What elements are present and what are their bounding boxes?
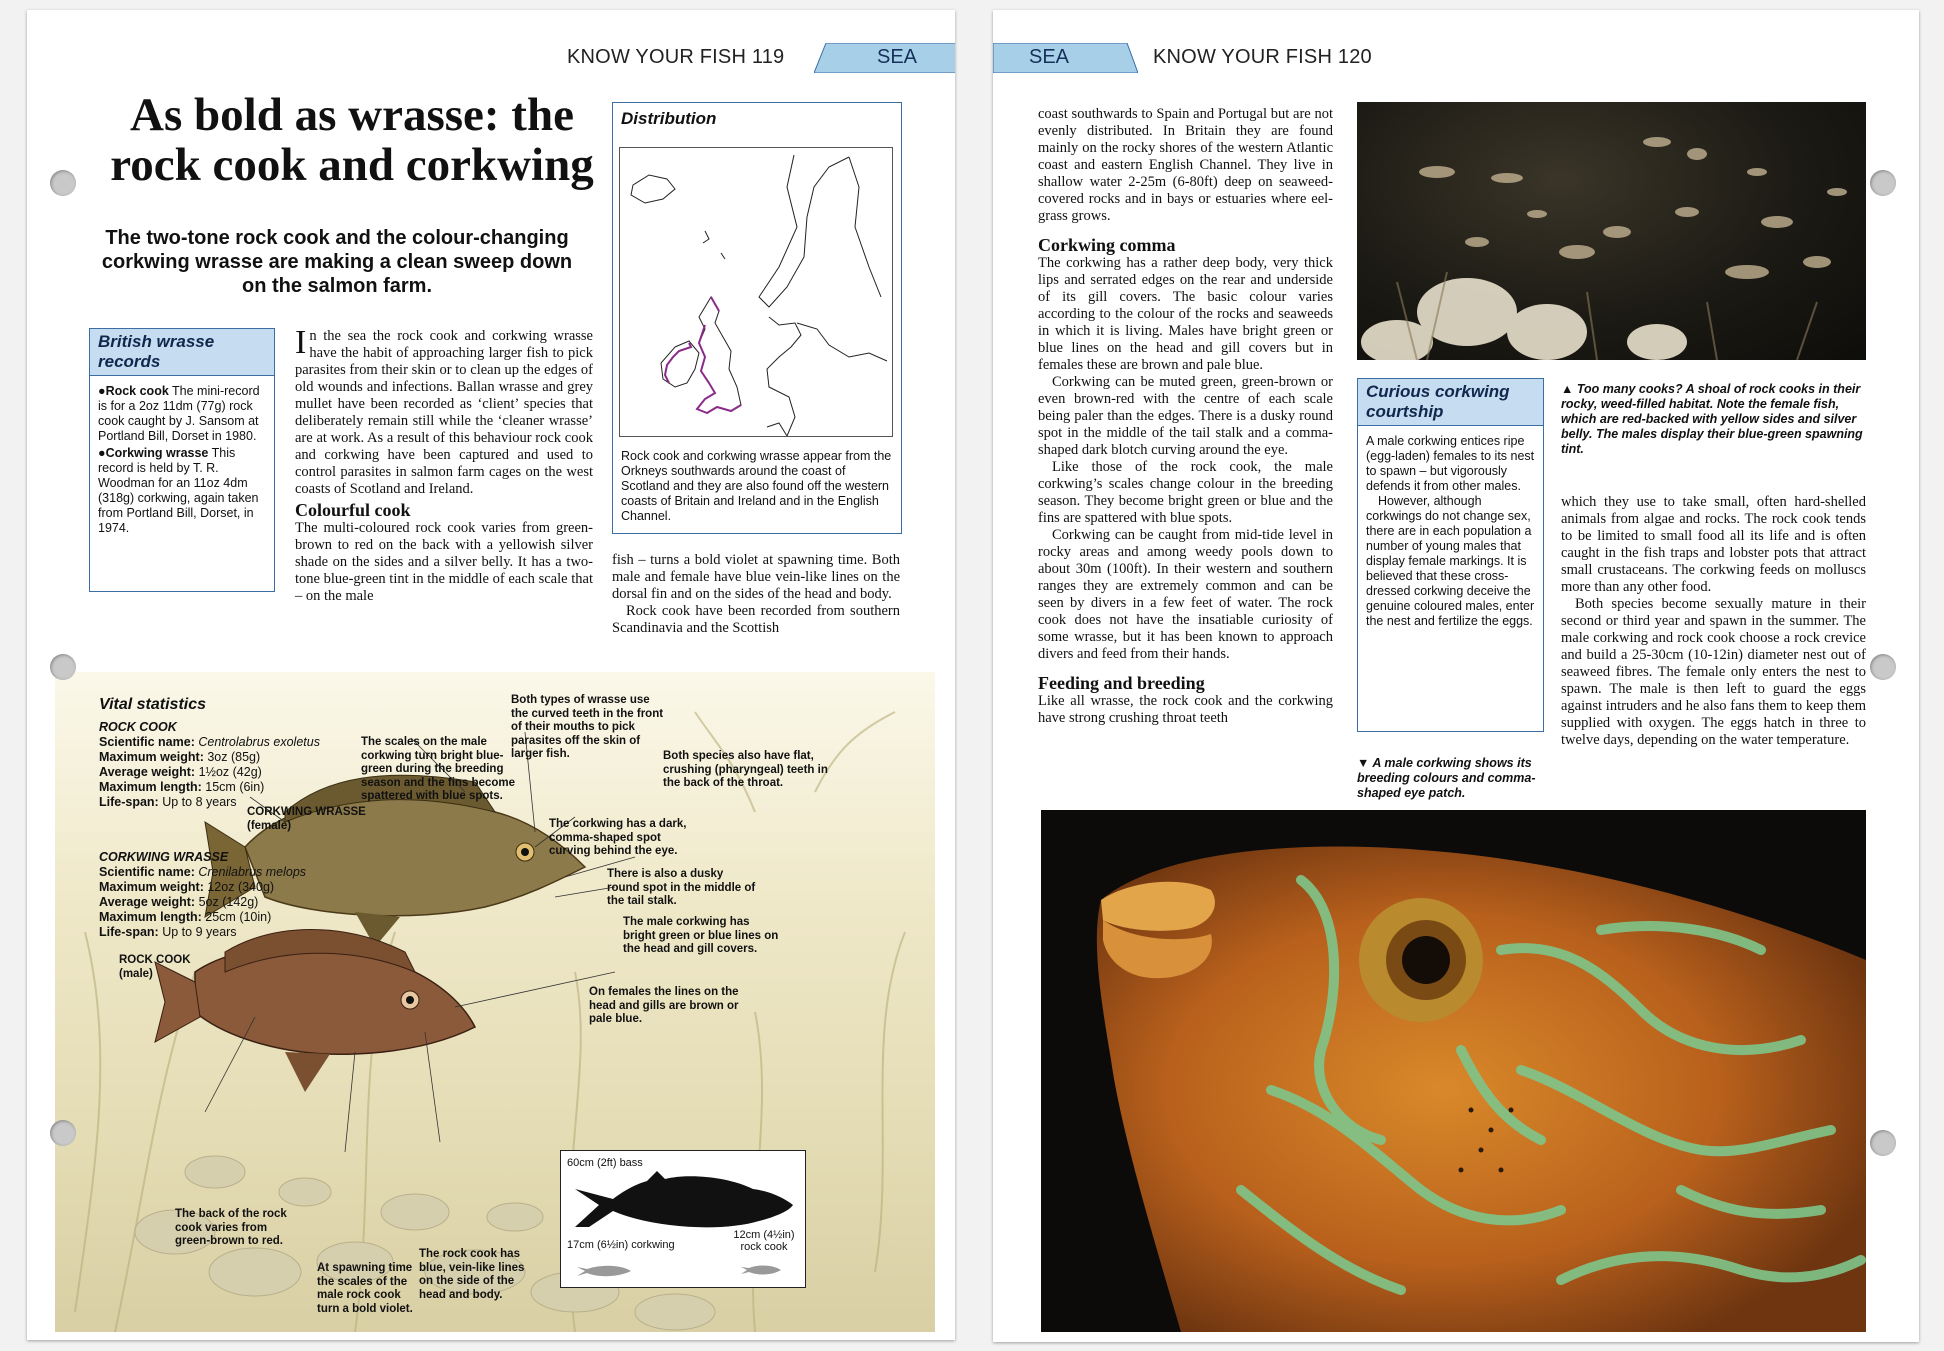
body-column-2 [612, 552, 900, 637]
distribution-caption: Rock cook and corkwing wrasse appear from the Orkneys southwards around the coast of Scotland and they are also found off the western coasts of Britain and Ireland and in the English Channel. [621, 449, 892, 523]
records-box: British wrasse records ●Rock cook The mini-record is for a 2oz 11dm (77g) rock cook caught by J. Sansom at Portland Bill, Dorset in 1980. ●Corkwing wrasse This record is held by T. R. Woodman for an 11oz 4dm (318g) corkwing, again taken from Portland Bill, Dorset, in 1974. [89, 328, 275, 592]
intro-text: The two-tone rock cook and the colour-changing corkwing wrasse are making a clean sweep down on the salmon farm. [101, 227, 573, 297]
binder-hole [1870, 1130, 1896, 1156]
size-bass: 60cm (2ft) bass [567, 1157, 643, 1169]
section-tab[interactable]: SEA [1029, 46, 1070, 68]
rockcook-silhouette-icon [739, 1263, 783, 1277]
label-corkwing-female: CORKWING WRASSE (female) [247, 806, 366, 832]
label-vein-lines: The rock cook has blue, vein-like lines on the side of the head and body. [419, 1248, 525, 1301]
label-female-lines: On females the lines on the head and gills are brown or pale blue. [589, 986, 739, 1025]
body-column-1 [1038, 106, 1333, 727]
corkwing-closeup-photo [1041, 810, 1866, 1332]
body-p1: n the sea the rock cook and corkwing wrasse have the habit of approaching larger fish to pick parasites from their skin or to clean up the edges of old wounds and infections. Ballan wrasse and grey mullet have been recorded as ‘client’ species that deliberately remain still while the ‘cleaner wrasse’ are at work. As a result of this behaviour rock cook and corkwing have been captured and used to control parasites in salmon farm cages on the west coasts of Scotland and Ireland. [295, 328, 593, 497]
rock-cook-stats [99, 720, 359, 810]
rock-cook-maxw: 3oz (85g) [207, 750, 261, 764]
avgw-label: Average weight: [99, 895, 196, 909]
label-dusky-spot: There is also a dusky round spot in the middle of the tail stalk. [607, 868, 756, 907]
distribution-box [612, 102, 902, 534]
corkwing-maxl: 25cm (10in) [205, 910, 272, 924]
rock-cook-sci: Centrolabrus exoletus [198, 735, 320, 749]
col3-p1: which they use to take small, often hard-shelled animals from algae and rocks. The rock cook tends to be limited to small food all its life and is often caught in the fish traps and lobster pots that attract small crustaceans. The corkwing feeds on molluscs more than any other food. [1561, 494, 1866, 595]
record-rock-cook-label: Rock cook [105, 384, 169, 398]
size-rockcook: 12cm (4½in) rock cook [733, 1229, 795, 1253]
heading-colourful-cook: Colourful cook [295, 500, 411, 520]
courtship-box-title: Curious corkwing courtship [1358, 379, 1543, 426]
left-page [27, 10, 955, 1340]
corkwing-silhouette-icon [575, 1263, 635, 1279]
heading-feeding-breeding: Feeding and breeding [1038, 673, 1205, 693]
shoal-illustration [1357, 102, 1866, 360]
life-label: Life-span: [99, 925, 159, 939]
comma-p2: Corkwing can be muted green, green-brown or even brown-red with the centre of each scale being paler than the edges. There is a dusky round spot in the middle of the tail stalk and a comma-shaped dark blotch curving around the eye. [1038, 374, 1333, 458]
section-tab[interactable]: SEA [877, 46, 918, 68]
label-comma-spot: The corkwing has a dark, comma-shaped spot curving behind the eye. [549, 818, 687, 857]
corkwing-life: Up to 9 years [162, 925, 237, 939]
vital-statistics-panel [55, 672, 935, 1332]
binder-hole [50, 170, 76, 196]
record-corkwing-text: This record is held by T. R. Woodman for an 11oz 4dm (318g) corkwing, again taken from Portland Bill, Dorset, in 1974. [98, 446, 259, 535]
size-corkwing: 17cm (6½in) corkwing [567, 1239, 675, 1251]
label-spawning: At spawning time the scales of the male rock cook turn a bold violet. [317, 1262, 413, 1315]
size-comparison-box [560, 1150, 806, 1288]
rock-cook-illustration [155, 930, 475, 1093]
shoal-photo [1357, 102, 1866, 360]
col3-p2: Both species become sexually mature in their second or third year and spawn in the summer. The male corkwing and rock cook choose a rock crevice and build a 25-30cm (10-12in) diameter nest out of seaweed fibres. The female only enters the nest to spawn. The male is then left to guard the eggs against intruders and he also fans them to keep them supplied with oxygen. The eggs hatch in three to twelve days, depending on the water temperature. [1561, 596, 1866, 748]
label-back-varies: The back of the rock cook varies from green-brown to red. [175, 1208, 287, 1247]
corkwing-maxw: 12oz (340g) [207, 880, 275, 894]
corkwing-heading: CORKWING WRASSE [99, 850, 229, 864]
rock-cook-avgw: 1½oz (42g) [198, 765, 262, 779]
record-rock-cook-text: The mini-record is for a 2oz 11dm (77g) rock cook caught by J. Sansom at Portland Bill, Dorset in 1980. [98, 384, 260, 443]
right-page [993, 10, 1919, 1342]
body-p2: The multi-coloured rock cook varies from green-brown to red on the back with a yellowish silver shade on the sides and a silver belly. It has a two-tone blue-green tint in the middle of each scale that – on the male [295, 520, 593, 604]
binder-hole [1870, 170, 1896, 196]
feeding-p1: Like all wrasse, the rock cook and the corkwing have strong crushing throat teeth [1038, 693, 1333, 726]
binder-hole [1870, 654, 1896, 680]
maxl-label: Maximum length: [99, 910, 202, 924]
binder-hole [50, 1120, 76, 1146]
body-p4: Rock cook have been recorded from southern Scandinavia and the Scottish [612, 603, 900, 636]
avgw-label: Average weight: [99, 765, 196, 779]
sci-label: Scientific name: [99, 735, 195, 749]
dropcap: I [295, 324, 307, 361]
courtship-p1: A male corkwing entices ripe (egg-laden) females to its nest to spawn – but vigorously defends it from other males. [1366, 434, 1535, 493]
life-label: Life-span: [99, 795, 159, 809]
rock-cook-maxl: 15cm (6in) [205, 780, 265, 794]
maxw-label: Maximum weight: [99, 750, 204, 764]
caption-male-corkwing: ▼ A male corkwing shows its breeding colours and comma-shaped eye patch. [1357, 756, 1536, 800]
body-p3: fish – turns a bold violet at spawning time. Both male and female have blue vein-like lines on the dorsal fin and on the sides of the head and body. [612, 552, 900, 602]
heading-corkwing-comma: Corkwing comma [1038, 235, 1176, 255]
page-title: As bold as wrasse: the rock cook and corkwing [110, 89, 594, 191]
page-header-series: KNOW YOUR FISH 120 [1153, 46, 1372, 68]
comma-p3: Like those of the rock cook, the male corkwing’s scales change colour in the breeding season. They become bright green or blue and the fins are spattered with blue spots. [1038, 459, 1333, 526]
corkwing-avgw: 5oz (142g) [198, 895, 259, 909]
records-box-title: British wrasse records [90, 329, 274, 376]
corkwing-sci: Crenilabrus melops [198, 865, 307, 879]
vital-title: Vital statistics [99, 696, 207, 713]
caption-shoal: ▲ Too many cooks? A shoal of rock cooks in their rocky, weed-filled habitat. Note the female fish, which are red-backed with yellow sides and silver belly. The males display their blue-green spawning tint. [1561, 382, 1863, 456]
record-corkwing-label: Corkwing wrasse [105, 446, 209, 460]
distribution-map [619, 147, 893, 437]
label-rock-cook-male: ROCK COOK (male) [119, 954, 191, 980]
sci-label: Scientific name: [99, 865, 195, 879]
corkwing-head-illustration [1041, 810, 1866, 1332]
binder-hole [50, 654, 76, 680]
rock-cook-heading: ROCK COOK [99, 720, 177, 734]
rock-cook-life: Up to 8 years [162, 795, 237, 809]
maxl-label: Maximum length: [99, 780, 202, 794]
courtship-box [1357, 378, 1544, 732]
label-teeth-front: Both types of wrasse use the curved teeth in the front of their mouths to pick parasites off the skin of larger fish. [511, 694, 664, 760]
maxw-label: Maximum weight: [99, 880, 204, 894]
label-teeth-throat: Both species also have flat, crushing (pharyngeal) teeth in the back of the throat. [663, 750, 828, 789]
page-header-series: KNOW YOUR FISH 119 [567, 46, 785, 68]
courtship-p2: However, although corkwings do not change sex, there are in each population a number of young males that display female markings. It is believed that these cross-dressed corkwing deceive the genuine coloured males, enter the nest and fertilize the eggs. [1366, 494, 1535, 628]
body-column-1 [295, 324, 593, 605]
distribution-title: Distribution [621, 109, 717, 128]
label-male-lines: The male corkwing has bright green or blue lines on the head and gill covers. [623, 916, 779, 955]
col1-top: coast southwards to Spain and Portugal but are not evenly distributed. In Britain they are found mainly on the rocky shores of the western Atlantic coast and eastern English Channel. They live in shallow water 2-25m (6-80ft) deep on seaweed-covered rocks and in bays or estuaries where eel-grass grows. [1038, 106, 1333, 224]
corkwing-stats [99, 850, 359, 940]
comma-p1: The corkwing has a rather deep body, very thick lips and serrated edges on the rear and underside of its gill covers. The basic colour varies according to the colour of the rocks and seaweeds in which it is living. Males have bright green or blue lines on the head and gill covers but in females these are brown and pale blue. [1038, 255, 1333, 373]
comma-p4: Corkwing can be caught from mid-tide level in rocky areas and among weedy pools down to about 30m (100ft). In their western and southern ranges they are extremely common and can be seen by divers in a few feet of water. The rock cook does not have the insatiable curiosity of some wrasse, but it has been known to approach divers and feed from their hands. [1038, 527, 1333, 662]
label-scales: The scales on the male corkwing turn bright blue-green during the breeding season and the fins become spattered with blue spots. [361, 736, 516, 802]
body-column-3 [1561, 494, 1866, 749]
